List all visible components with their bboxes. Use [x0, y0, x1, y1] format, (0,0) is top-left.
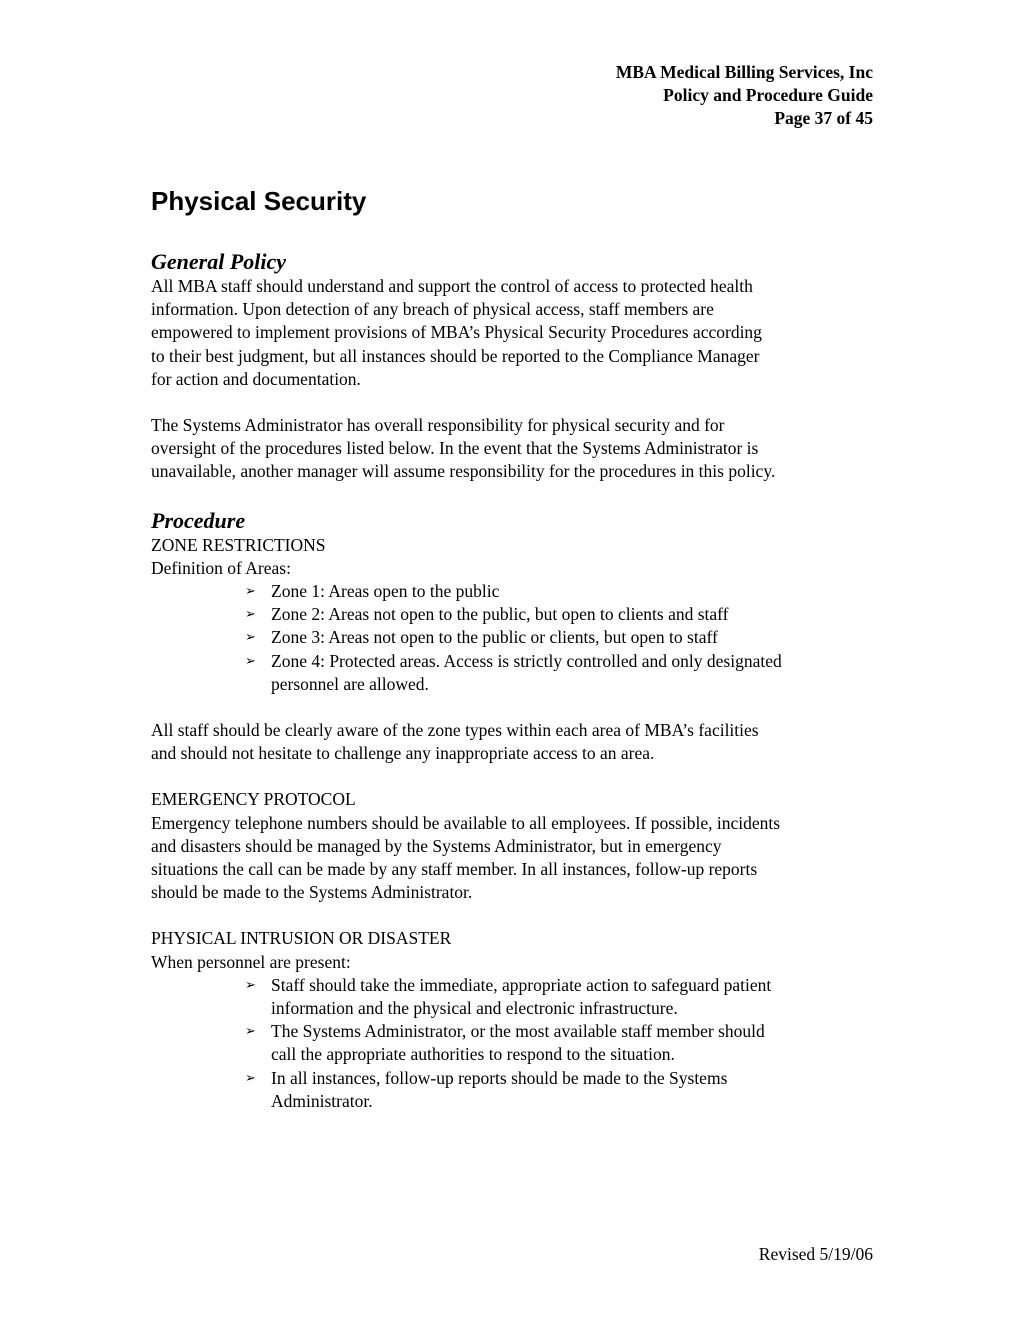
text-line: personnel are allowed.: [271, 673, 429, 694]
zone-restrictions-label: ZONE RESTRICTIONS: [151, 534, 326, 555]
list-item: [241, 580, 881, 603]
physical-intrusion-section: [151, 927, 881, 1113]
text-line: should be made to the Systems Administrator.: [151, 882, 473, 903]
text-line: Emergency telephone numbers should be available to all employees. If possible, incidents: [151, 812, 781, 833]
page-title: Physical Security: [151, 186, 367, 216]
list-item: [241, 1067, 881, 1113]
arrow-bullet-icon: ➢: [245, 1024, 256, 1040]
physical-intrusion-label: PHYSICAL INTRUSION OR DISASTER: [151, 928, 452, 949]
text-line: for action and documentation.: [151, 368, 361, 389]
list-item: [241, 626, 881, 649]
zone-restrictions-section: [151, 534, 881, 766]
text-line: Zone 4: Protected areas. Access is strictly controlled and only designated: [271, 650, 782, 671]
zone-list: [151, 580, 881, 696]
text-line: information and the physical and electronic infrastructure.: [271, 998, 678, 1019]
arrow-bullet-icon: ➢: [245, 977, 256, 993]
general-policy-paragraph-2: [151, 414, 881, 484]
text-line: oversight of the procedures listed below. In the event that the Systems Administrator is: [151, 438, 759, 459]
text-line: call the appropriate authorities to respond to the situation.: [271, 1044, 675, 1065]
general-policy-heading: General Policy: [151, 249, 287, 274]
text-line: All MBA staff should understand and support the control of access to protected health: [151, 276, 753, 296]
text-line: In all instances, follow-up reports should be made to the Systems: [271, 1067, 728, 1088]
list-item: [241, 974, 881, 1020]
text-line: unavailable, another manager will assume responsibility for the procedures in this policy.: [151, 461, 776, 482]
list-item: [241, 1020, 881, 1066]
text-line: The Systems Administrator has overall responsibility for physical security and for: [151, 415, 725, 436]
text-line: Zone 2: Areas not open to the public, but open to clients and staff: [271, 604, 729, 625]
list-item: [241, 603, 881, 626]
page-content: [151, 183, 881, 1113]
arrow-bullet-icon: ➢: [245, 607, 256, 623]
procedure-heading: Procedure: [151, 507, 246, 533]
text-line: and disasters should be managed by the Systems Administrator, but in emergency: [151, 835, 722, 856]
text-line: Zone 1: Areas open to the public: [271, 581, 500, 602]
emergency-protocol-label: EMERGENCY PROTOCOL: [151, 789, 356, 810]
text-line: Zone 3: Areas not open to the public or clients, but open to staff: [271, 627, 718, 648]
text-line: The Systems Administrator, or the most available staff member should: [271, 1021, 765, 1042]
general-policy-paragraph-1: [151, 275, 881, 391]
text-line: to their best judgment, but all instances should be reported to the Compliance Manager: [151, 345, 760, 366]
physical-intrusion-intro: When personnel are present:: [151, 951, 351, 972]
zone-closing-paragraph: [151, 719, 881, 765]
text-line: empowered to implement provisions of MBA’s Physical Security Procedures according: [151, 322, 762, 343]
text-line: Administrator.: [271, 1090, 373, 1111]
arrow-bullet-icon: ➢: [245, 630, 256, 646]
guide-title: Policy and Procedure Guide: [663, 85, 873, 105]
text-line: information. Upon detection of any breach of physical access, staff members are: [151, 299, 714, 320]
text-line: situations the call can be made by any staff member. In all instances, follow-up reports: [151, 859, 758, 880]
text-line: Staff should take the immediate, appropriate action to safeguard patient: [271, 974, 772, 995]
arrow-bullet-icon: ➢: [245, 653, 256, 669]
arrow-bullet-icon: ➢: [245, 584, 256, 600]
page-header: [616, 61, 873, 130]
zone-restrictions-intro: Definition of Areas:: [151, 557, 291, 578]
text-line: All staff should be clearly aware of the zone types within each area of MBA’s facilities: [151, 720, 759, 741]
intrusion-list: [151, 974, 881, 1113]
text-line: and should not hesitate to challenge any inappropriate access to an area.: [151, 743, 655, 764]
list-item: [241, 650, 881, 696]
emergency-protocol-section: [151, 788, 881, 904]
arrow-bullet-icon: ➢: [245, 1070, 256, 1086]
page-number: Page 37 of 45: [774, 108, 873, 128]
company-name: MBA Medical Billing Services, Inc: [615, 62, 873, 82]
page-footer: Revised 5/19/06: [758, 1244, 873, 1264]
